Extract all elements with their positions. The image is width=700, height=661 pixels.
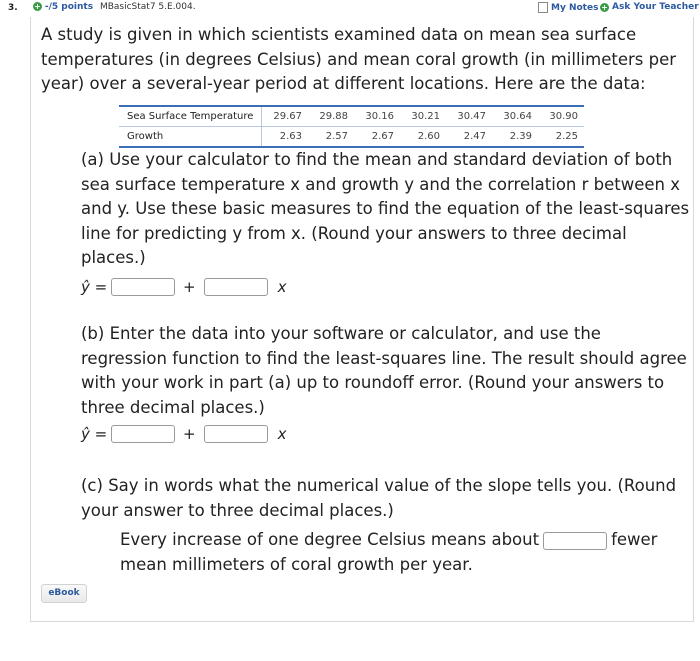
table-cell: 2.57 bbox=[308, 127, 354, 148]
part-a-text: (a) Use your calculator to find the mean and standard deviation of both sea surface temperature x and growth y and the correlation r between x and y. Use these basic measures to find the equation of the least-squares line for predicting y from x. (Round your answers to three decimal places.) bbox=[81, 150, 690, 267]
plus-circle-icon: + bbox=[601, 2, 608, 12]
part-a-slope-input[interactable] bbox=[204, 278, 268, 296]
sentence-after: fewer mean millimeters of coral growth per year. bbox=[120, 530, 658, 574]
question-panel bbox=[30, 17, 694, 622]
table-cell: 30.21 bbox=[400, 106, 446, 127]
part-a-equation bbox=[81, 276, 286, 298]
row-label: Growth bbox=[119, 127, 262, 148]
table-cell: 2.47 bbox=[446, 127, 492, 148]
row-label: Sea Surface Temperature bbox=[119, 106, 262, 127]
x-variable: x bbox=[277, 425, 287, 443]
table-cell: 2.39 bbox=[492, 127, 538, 148]
table-row bbox=[119, 127, 584, 148]
ask-teacher-button[interactable] bbox=[600, 2, 699, 12]
my-notes-label: My Notes bbox=[551, 2, 599, 13]
question-intro: A study is given in which scientists examined data on mean sea surface temperatures (in degrees Celsius) and mean coral growth (in millimeters per year) over a several-year period at different locations. Here are the data: bbox=[41, 25, 677, 93]
expand-plus-icon[interactable]: + bbox=[34, 2, 41, 11]
ebook-button[interactable]: eBook bbox=[41, 584, 87, 603]
part-a-intercept-input[interactable] bbox=[111, 278, 175, 296]
table-cell: 29.88 bbox=[308, 106, 354, 127]
table-cell: 30.47 bbox=[446, 106, 492, 127]
table-row bbox=[119, 106, 584, 127]
part-c-answer-sentence bbox=[120, 527, 690, 577]
table-cell: 2.63 bbox=[262, 127, 309, 148]
table-cell: 2.25 bbox=[538, 127, 584, 148]
ask-teacher-label: Ask Your Teacher bbox=[612, 2, 699, 12]
points-info bbox=[33, 2, 196, 12]
table-cell: 2.60 bbox=[400, 127, 446, 148]
table-cell: 30.16 bbox=[354, 106, 400, 127]
part-b-text: (b) Enter the data into your software or calculator, and use the regression function to find the least-squares line. The result should agree with your work in part (a) up to roundoff error. (Round your answers to three decimal places.) bbox=[81, 324, 687, 417]
part-c-text: (c) Say in words what the numerical value of the slope tells you. (Round your answer to three decimal places.) bbox=[81, 476, 677, 520]
points-label: -/5 points bbox=[44, 2, 94, 12]
y-hat-symbol: ŷ = bbox=[81, 278, 108, 296]
part-b-equation bbox=[81, 423, 286, 445]
table-cell: 30.90 bbox=[538, 106, 584, 127]
x-variable: x bbox=[277, 278, 287, 296]
plus-sign: + bbox=[183, 278, 196, 296]
y-hat-symbol: ŷ = bbox=[81, 425, 108, 443]
problem-code: MBasicStat7 5.E.004. bbox=[99, 2, 196, 12]
part-b-intercept-input[interactable] bbox=[111, 425, 175, 443]
part-c-slope-input[interactable] bbox=[543, 532, 607, 550]
question-number: 3. bbox=[8, 3, 18, 13]
table-cell: 2.67 bbox=[354, 127, 400, 148]
part-b-slope-input[interactable] bbox=[204, 425, 268, 443]
data-table bbox=[119, 105, 584, 148]
notes-icon bbox=[538, 2, 548, 13]
my-notes-button[interactable] bbox=[538, 2, 598, 13]
table-cell: 30.64 bbox=[492, 106, 538, 127]
question-header bbox=[0, 0, 700, 16]
plus-sign: + bbox=[183, 425, 196, 443]
sentence-before: Every increase of one degree Celsius means about bbox=[120, 530, 540, 549]
table-cell: 29.67 bbox=[262, 106, 309, 127]
